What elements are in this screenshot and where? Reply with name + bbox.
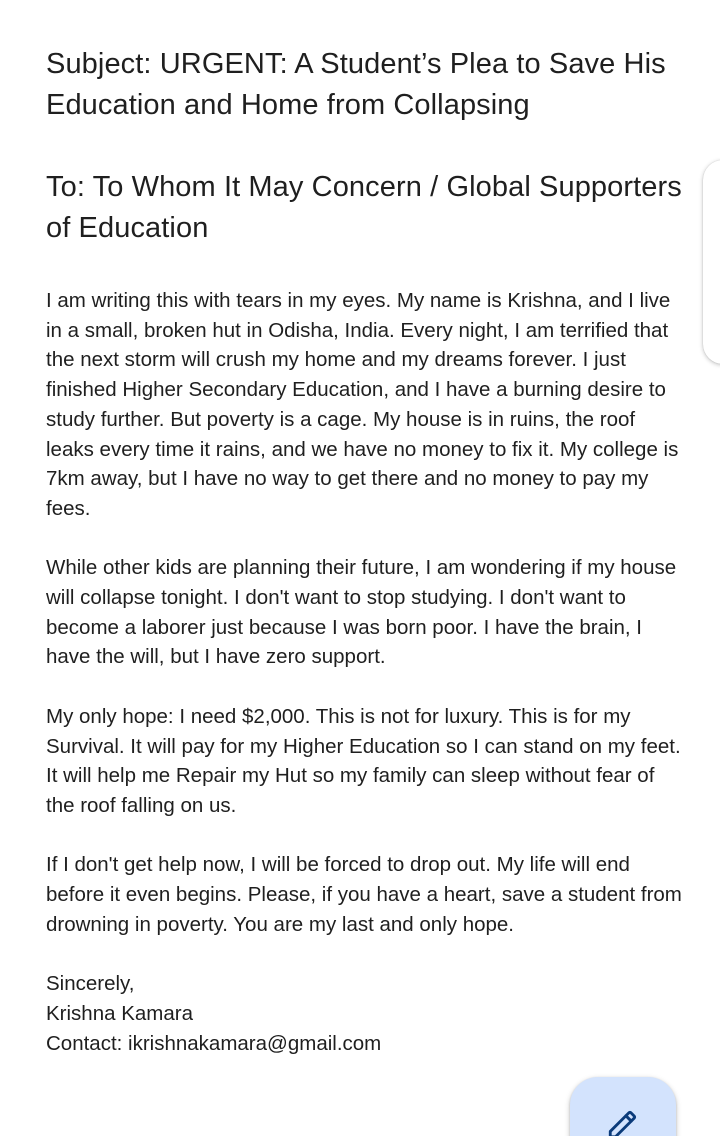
signature-contact[interactable]: Contact: ikrishnakamara@gmail.com	[46, 1031, 382, 1055]
compose-button[interactable]	[570, 1077, 676, 1136]
paragraph-request: My only hope: I need $2,000. This is not for luxury. This is for my Survival. It will pay for my Higher Education so I can stand on my feet. It will help me Repair my Hut so my family can sleep without fear of the roof falling on us.	[46, 704, 681, 817]
signature-name: Krishna Kamara	[46, 1001, 193, 1025]
side-panel-handle[interactable]	[703, 160, 720, 364]
signature-block	[46, 969, 686, 1058]
paragraph-situation: While other kids are planning their future, I am wondering if my house will collapse tonight. I don't want to stop studying. I don't want to become a laborer just because I was born poor. I have the brain, I have the will, but I have zero support.	[46, 556, 677, 669]
signature-closing: Sincerely,	[46, 972, 135, 996]
email-recipient: To: To Whom It May Concern / Global Supporters of Education	[46, 171, 682, 244]
paragraph-closing-plea: If I don't get help now, I will be forced to drop out. My life will end before it even begins. Please, if you have a heart, save a student from drowning in poverty. You are my last and only hope.	[46, 853, 682, 936]
email-body	[46, 44, 686, 1058]
email-subject: Subject: URGENT: A Student’s Plea to Save His Education and Home from Collapsing	[46, 48, 666, 121]
pencil-icon	[606, 1107, 640, 1136]
paragraph-intro: I am writing this with tears in my eyes. My name is Krishna, and I live in a small, broken hut in Odisha, India. Every night, I am terrified that the next storm will crush my home and my dreams forever. I just finished Higher Secondary Education, and I have a burning desire to study further. But poverty is a cage. My house is in ruins, the roof leaks every time it rains, and we have no money to fix it. My college is 7km away, but I have no way to get there and no money to pay my fees.	[46, 289, 679, 520]
